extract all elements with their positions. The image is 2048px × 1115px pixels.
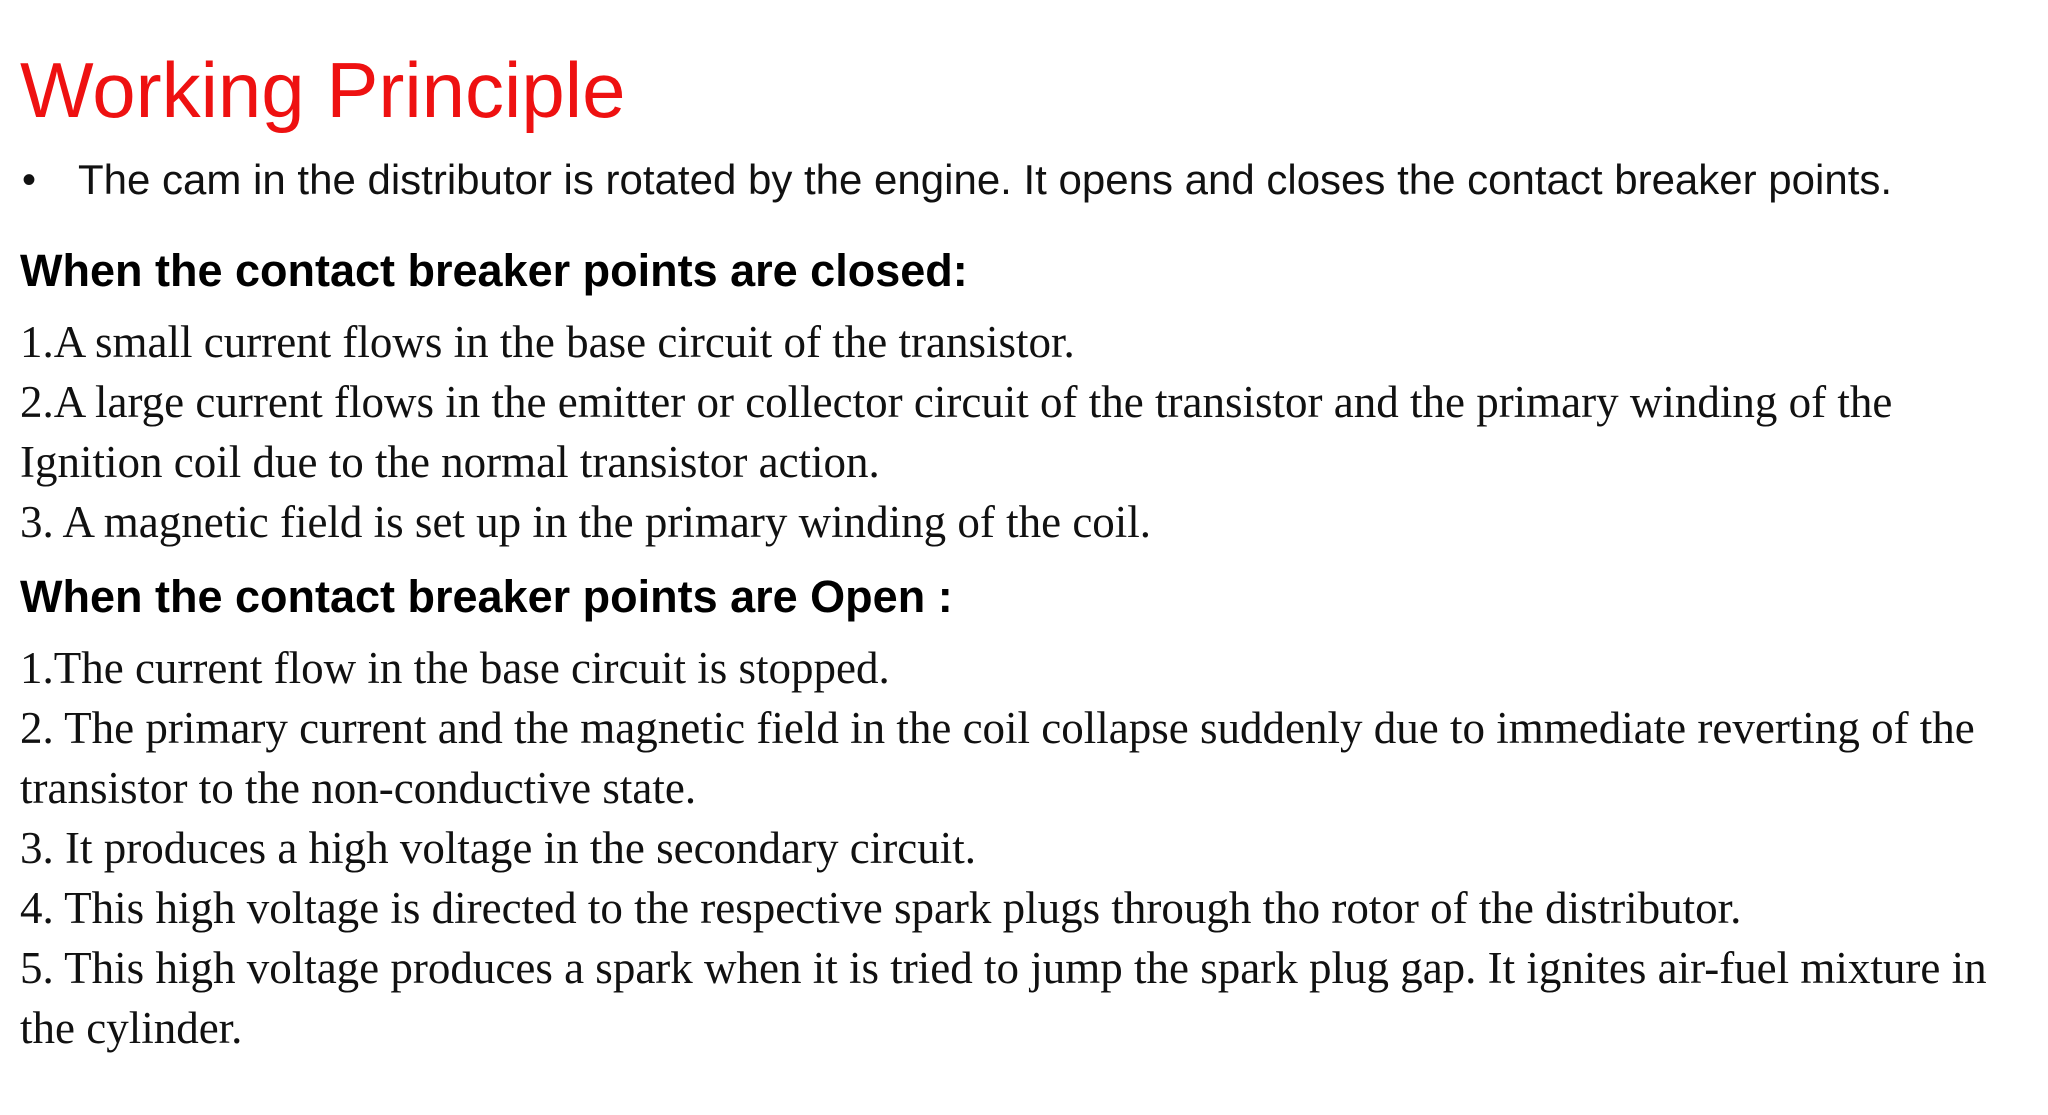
- slide-title: Working Principle: [20, 46, 626, 134]
- list-item: 4. This high voltage is directed to the respective spark plugs through tho rotor of the distributor.: [20, 883, 1742, 933]
- list-item: 1.The current flow in the base circuit is stopped.: [20, 643, 890, 693]
- open-points-list: [20, 638, 2008, 1058]
- list-item: 3. It produces a high voltage in the secondary circuit.: [20, 823, 976, 873]
- list-item: 2.A large current flows in the emitter or collector circuit of the transistor and the primary winding of the Ignition coil due to the normal transistor action.: [20, 377, 1893, 487]
- bullet-marker: •: [22, 158, 37, 202]
- list-item: 3. A magnetic field is set up in the primary winding of the coil.: [20, 497, 1152, 547]
- section-heading-open: When the contact breaker points are Open :: [20, 571, 953, 622]
- section-open-points: [20, 564, 2008, 1058]
- bullet-text: The cam in the distributor is rotated by the engine. It opens and closes the contact breaker points.: [78, 156, 1893, 203]
- bullet-item: [20, 150, 2008, 210]
- section-closed-points: [20, 238, 2008, 552]
- list-item: 5. This high voltage produces a spark when it is tried to jump the spark plug gap. It ignites air-fuel mixture in the cylinder.: [20, 943, 1987, 1053]
- list-item: 1.A small current flows in the base circuit of the transistor.: [20, 317, 1075, 367]
- section-heading-closed: When the contact breaker points are closed:: [20, 245, 968, 296]
- closed-points-list: [20, 312, 2008, 552]
- list-item: 2. The primary current and the magnetic field in the coil collapse suddenly due to immediate reverting of the transistor to the non-conductive state.: [20, 703, 1975, 813]
